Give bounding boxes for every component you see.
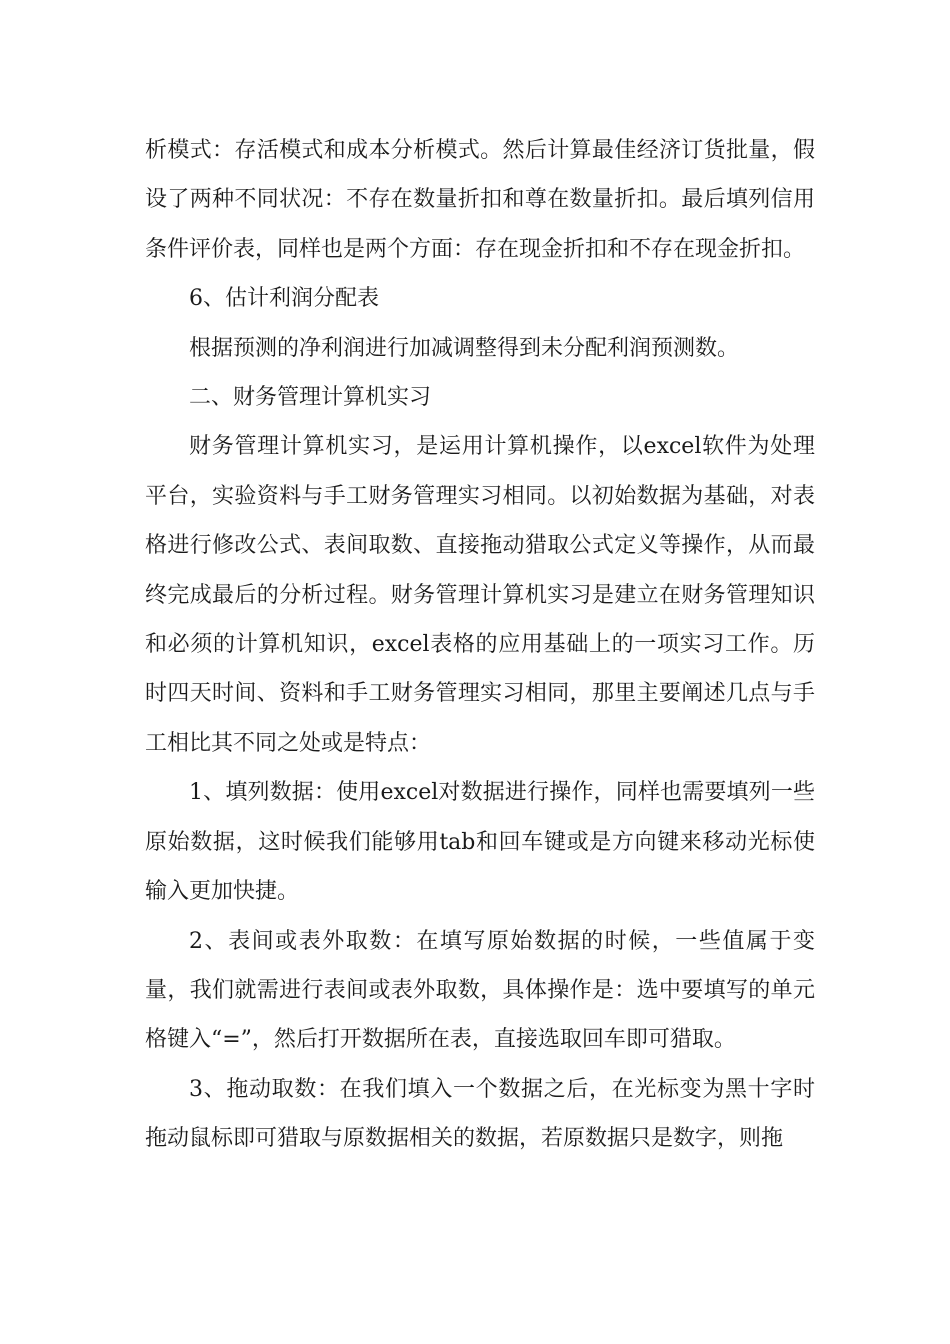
paragraph-point-3: 3、拖动取数：在我们填入一个数据之后，在光标变为黑十字时拖动鼠标即可猎取与原数据相关的数据，若原数据只是数字，则拖: [145, 1076, 815, 1152]
section-2-heading: 二、财务管理计算机实习: [189, 385, 432, 411]
paragraph-continuation: 析模式：存活模式和成本分析模式。然后计算最佳经济订货批量，假设了两种不同状况：不存在数量折扣和尊在数量折扣。最后填列信用条件评价表，同样也是两个方面：存在现金折扣和不存在现金折扣。: [145, 138, 815, 262]
paragraph-item-6-heading: 6、估计利润分配表: [189, 286, 379, 312]
paragraph-point-1: 1、填列数据：使用excel对数据进行操作，同样也需要填列一些原始数据，这时候我们能够用tab和回车键或是方向键来移动光标使输入更加快捷。: [145, 780, 815, 905]
body-text: [145, 126, 815, 1164]
paragraph-item-6-body: 根据预测的净利润进行加减调整得到未分配利润预测数。: [189, 335, 740, 361]
paragraph-section-2-intro: 财务管理计算机实习，是运用计算机操作，以excel软件为处理平台，实验资料与手工财务管理实习相同。以初始数据为基础，对表格进行修改公式、表间取数、直接拖动猎取公式定义等操作，从而最终完成最后的分析过程。财务管理计算机实习是建立在财务管理知识和必须的计算机知识，excel表格的应用基础上的一项实习工作。历时四天时间、资料和手工财务管理实习相同，那里主要阐述几点与手工相比其不同之处或是特点：: [145, 434, 815, 756]
paragraph-point-2: 2、表间或表外取数：在填写原始数据的时候，一些值属于变量，我们就需进行表间或表外取数，具体操作是：选中要填写的单元格键入“=”，然后打开数据所在表，直接选取回车即可猎取。: [145, 928, 815, 1053]
